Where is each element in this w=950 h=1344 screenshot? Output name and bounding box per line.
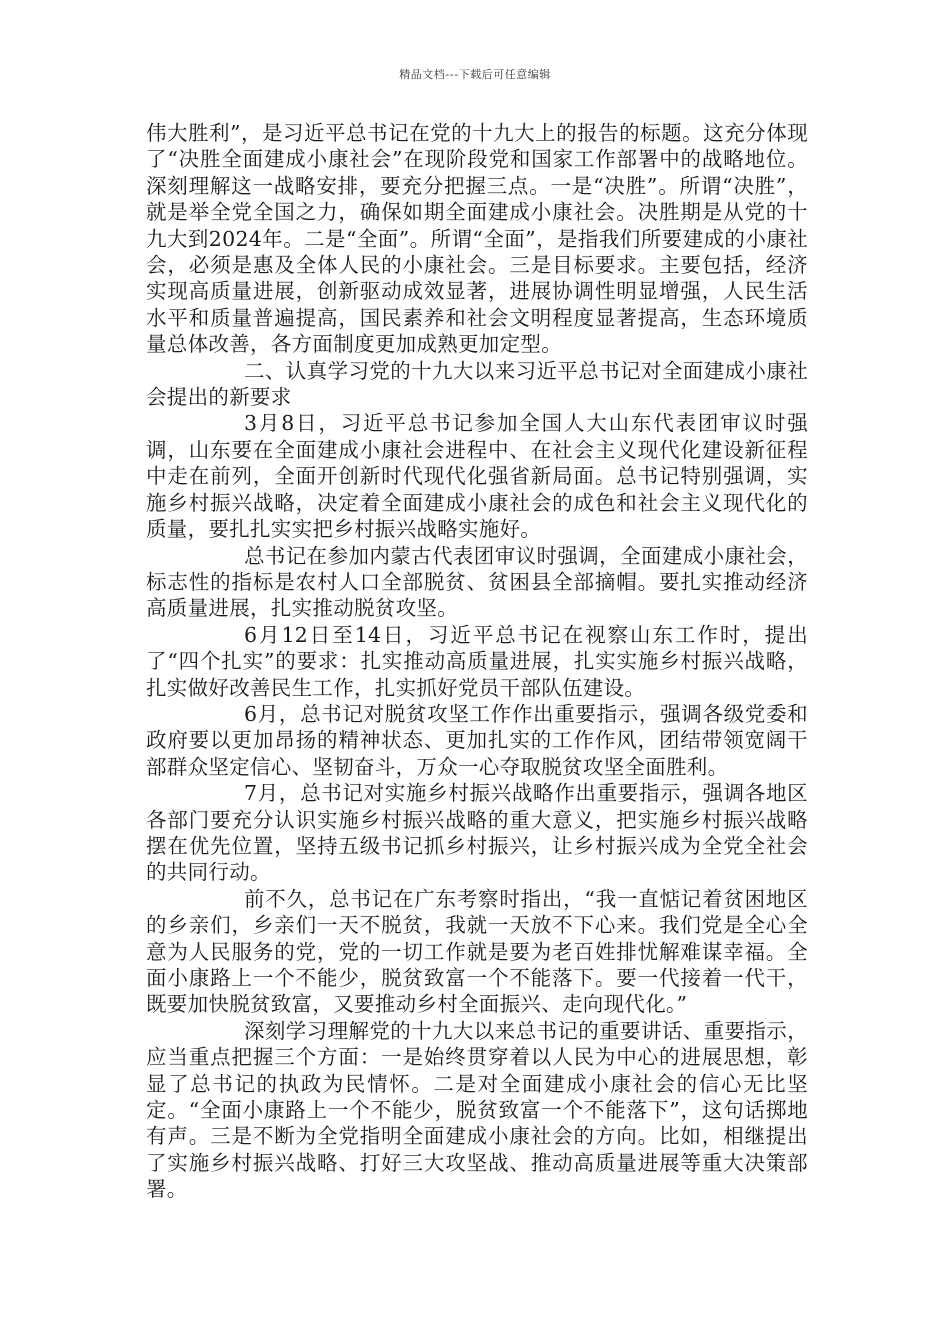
paragraph: 3月8日，习近平总书记参加全国人大山东代表团审议时强调，山东要在全面建成小康社会进程中、在社会主义现代化建设新征程中走在前列，全面开创新时代现代化强省新局面。总书记特别强调，实施乡村振兴战略，决定着全面建成小康社会的成色和社会主义现代化的质量，要扎扎实实把乡村振兴战略实施好。 <box>146 411 808 542</box>
paragraph: 前不久，总书记在广东考察时指出，“我一直惦记着贫困地区的乡亲们，乡亲们一天不脱贫，我就一天放不下心来。我们党是全心全意为人民服务的党，党的一切工作就是要为老百姓排忧解难谋幸福。全面小康路上一个不能少，脱贫致富一个不能落下。要一代接着一代干，既要加快脱贫致富，又要推动乡村全面振兴、走向现代化。” <box>146 886 808 1017</box>
section-heading: 二、认真学习党的十九大以来习近平总书记对全面建成小康社会提出的新要求 <box>146 358 808 410</box>
paragraph: 6月，总书记对脱贫攻坚工作作出重要指示，强调各级党委和政府要以更加昂扬的精神状态、更加扎实的工作作风，团结带领宽阔干部群众坚定信心、坚韧奋斗，万众一心夺取脱贫攻坚全面胜利。 <box>146 701 808 779</box>
paragraph: 深刻学习理解党的十九大以来总书记的重要讲话、重要指示，应当重点把握三个方面：一是始终贯穿着以人民为中心的进展思想，彰显了总书记的执政为民情怀。二是对全面建成小康社会的信心无比坚定。“全面小康路上一个不能少，脱贫致富一个不能落下”，这句话掷地有声。三是不断为全党指明全面建成小康社会的方向。比如，相继提出了实施乡村振兴战略、打好三大攻坚战、推动高质量进展等重大决策部署。 <box>146 1018 808 1202</box>
page-header: 精品文档---下载后可任意编辑 <box>399 68 551 81</box>
paragraph: 总书记在参加内蒙古代表团审议时强调，全面建成小康社会，标志性的指标是农村人口全部脱贫、贫困县全部摘帽。要扎实推动经济高质量进展，扎实推动脱贫攻坚。 <box>146 543 808 621</box>
paragraph-continuation: 伟大胜利”，是习近平总书记在党的十九大上的报告的标题。这充分体现了“决胜全面建成小康社会”在现阶段党和国家工作部署中的战略地位。深刻理解这一战略安排，要充分把握三点。一是“决胜”。所谓“决胜”，就是举全党全国之力，确保如期全面建成小康社会。决胜期是从党的十九大到2024年。二是“全面”。所谓“全面”，是指我们所要建成的小康社会，必须是惠及全体人民的小康社会。三是目标要求。主要包括，经济实现高质量进展，创新驱动成效显著，进展协调性明显增强，人民生活水平和质量普遍提高，国民素养和社会文明程度显著提高，生态环境质量总体改善，各方面制度更加成熟更加定型。 <box>146 121 808 357</box>
paragraph: 6月12日至14日，习近平总书记在视察山东工作时，提出了“四个扎实”的要求：扎实推动高质量进展，扎实实施乡村振兴战略，扎实做好改善民生工作，扎实抓好党员干部队伍建设。 <box>146 622 808 700</box>
document-body <box>146 120 808 1203</box>
paragraph: 7月，总书记对实施乡村振兴战略作出重要指示，强调各地区各部门要充分认识实施乡村振兴战略的重大意义，把实施乡村振兴战略摆在优先位置，坚持五级书记抓乡村振兴，让乡村振兴成为全党全社会的共同行动。 <box>146 781 808 885</box>
